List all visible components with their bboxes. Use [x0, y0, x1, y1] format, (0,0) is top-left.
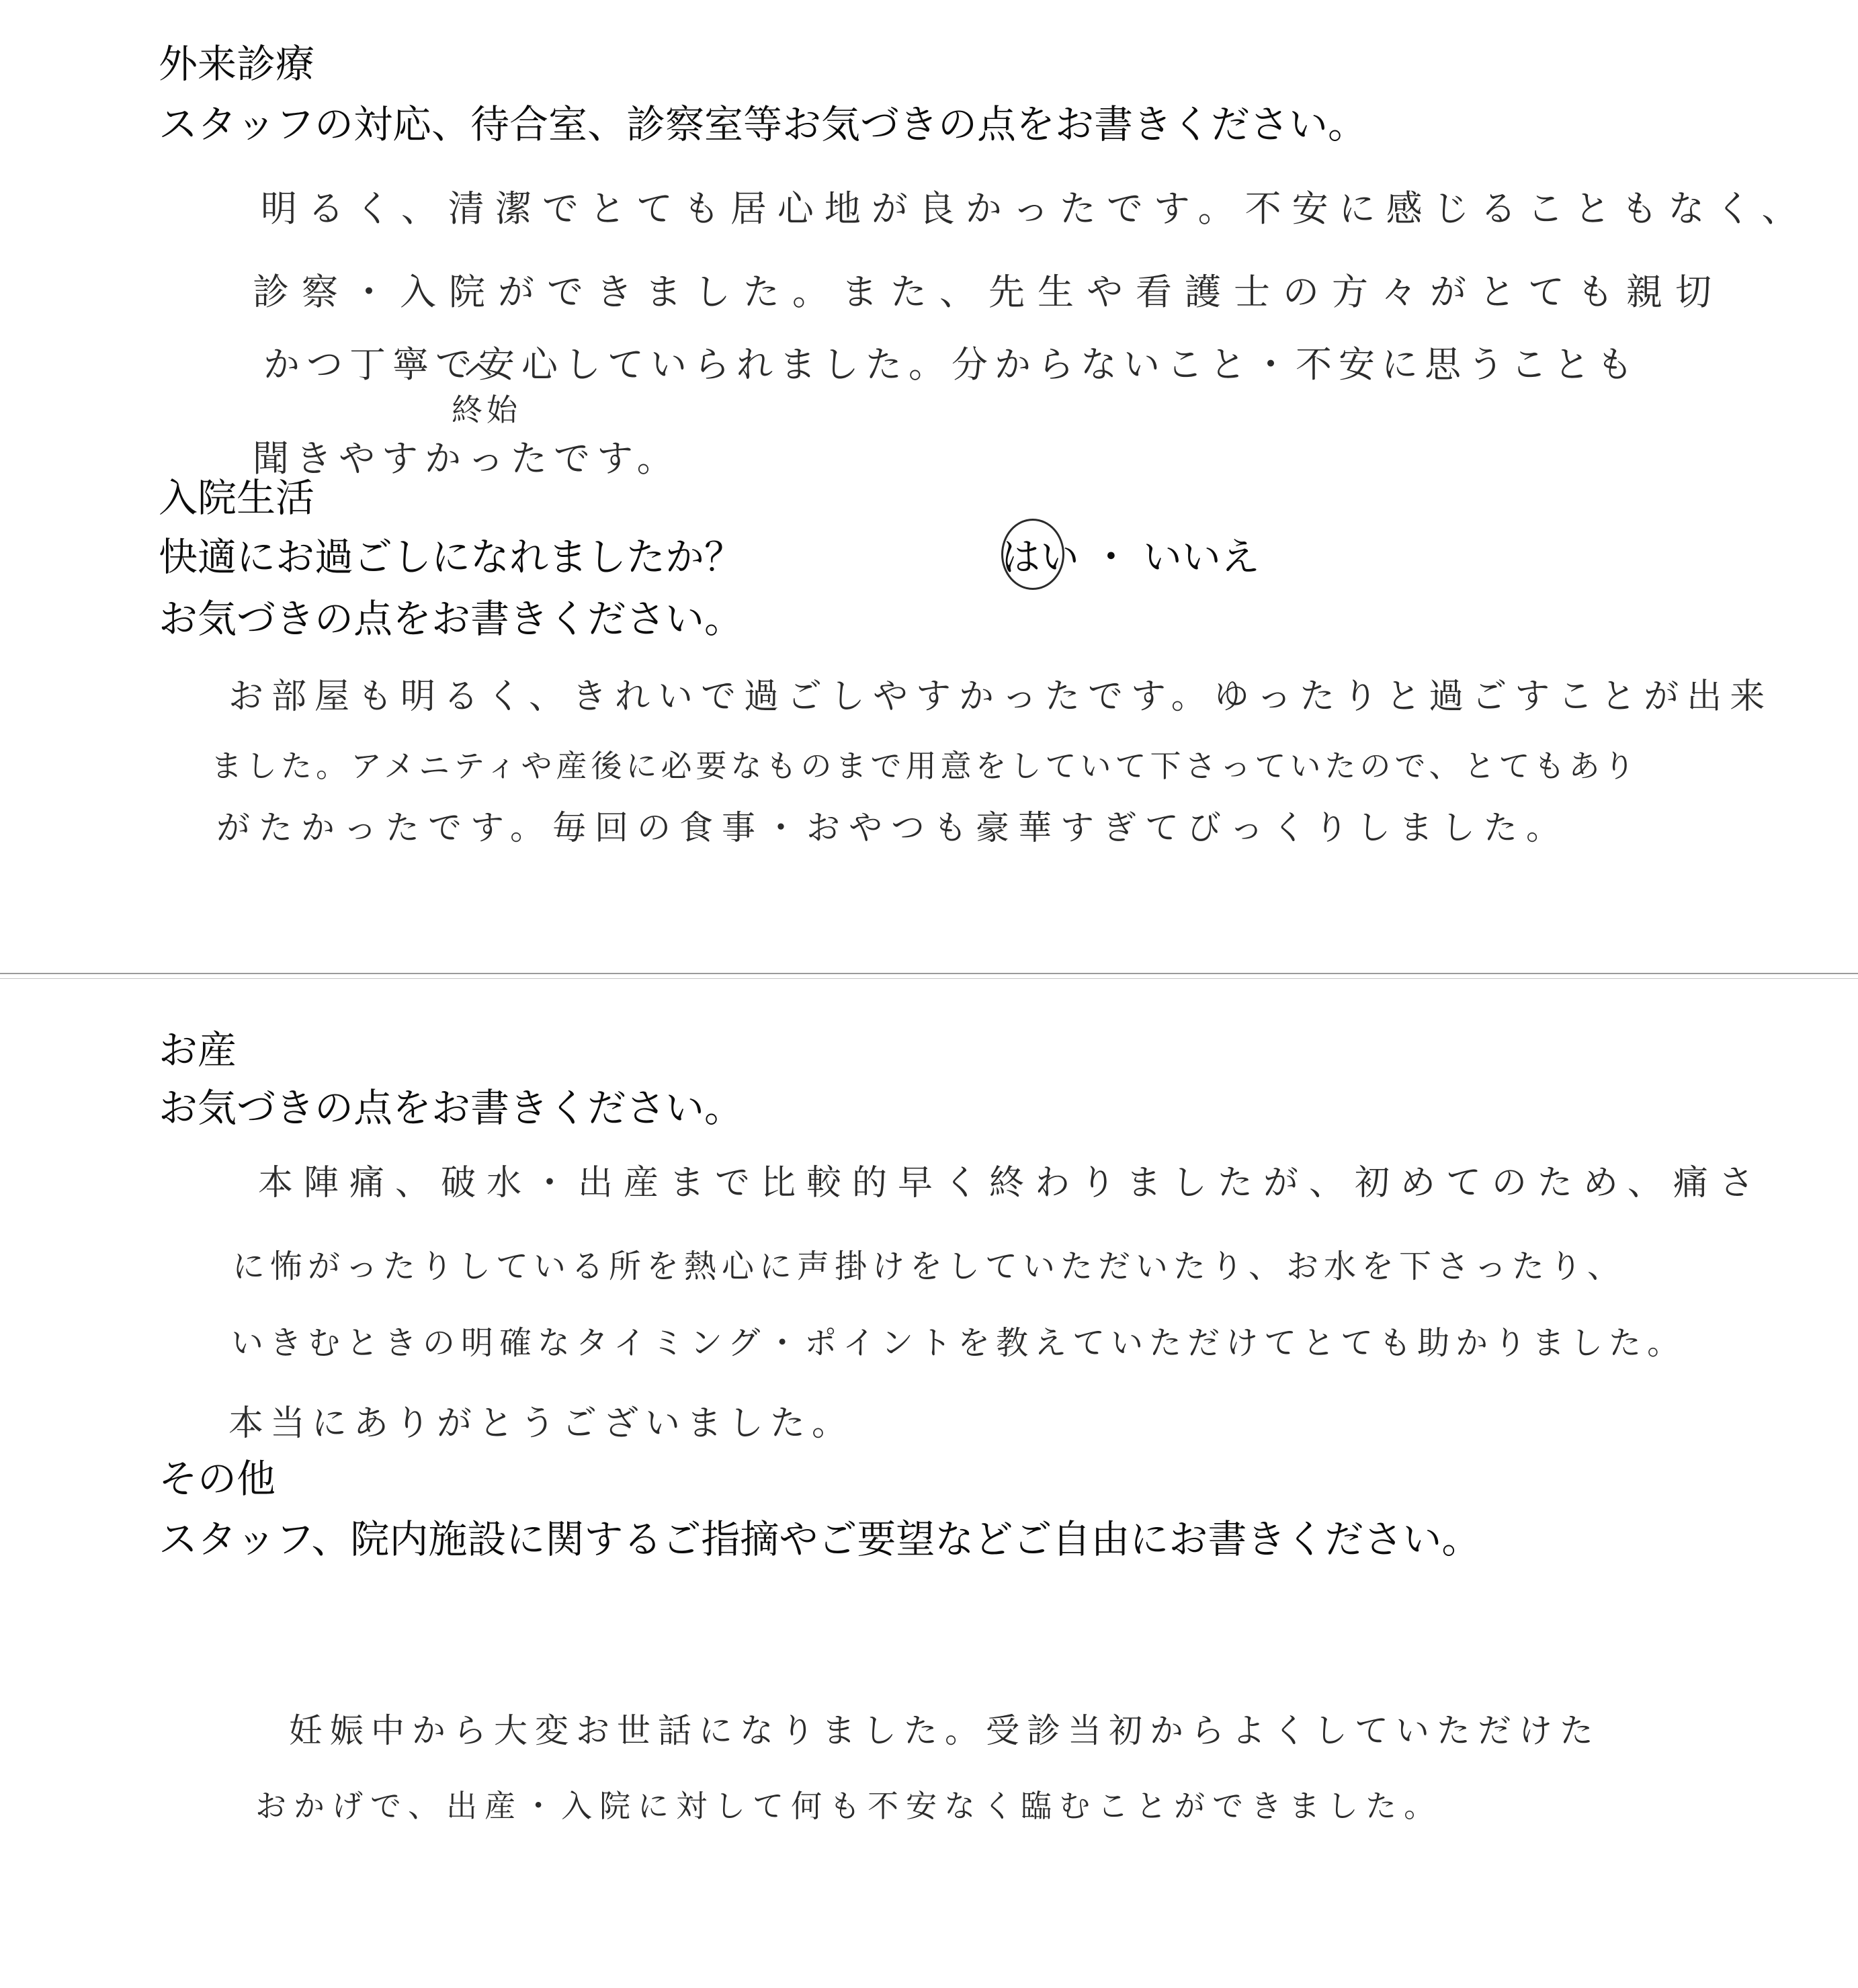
- other-heading: その他: [159, 1456, 276, 1502]
- delivery-heading: お産: [159, 1027, 237, 1073]
- inpatient-heading: 入院生活: [159, 475, 315, 521]
- other-answer-line-2: おかげで、出産・入院に対して何も不安なく臨むことができました。: [255, 1788, 1443, 1824]
- delivery-answer-line-3: いきむときの明確なタイミング・ポイントを教えていただけてとても助かりました。: [231, 1324, 1686, 1362]
- paper-fold-line: [0, 973, 1858, 974]
- delivery-answer-line-4: 本当にありがとうございました。: [228, 1403, 854, 1444]
- delivery-prompt: お気づきの点をお書きください。: [159, 1085, 744, 1131]
- outpatient-answer-line-3: かつ丁寧で安心していられました。分からないこと・不安に思うことも: [263, 343, 1640, 386]
- outpatient-answer-line-1: 明るく、清潔でとても居心地が良かったです。不安に感じることもなく、: [261, 187, 1809, 230]
- inpatient-answer-line-2: ました。アメニティや産後に必要なものまで用意をしていて下さっていたので、とてもあり: [211, 748, 1639, 784]
- outpatient-insertion: 終始: [452, 392, 521, 428]
- inpatient-question: 快適にお過ごしになれましたか？: [159, 534, 744, 580]
- delivery-answer-line-1: 本陣痛、破水・出産まで比較的早く終わりましたが、初めてのため、痛さ: [258, 1163, 1765, 1203]
- other-answer-line-1: 妊娠中から大変お世話になりました。受診当初からよくしていただけた: [289, 1711, 1601, 1750]
- other-prompt: スタッフ、院内施設に関するご指摘やご要望などご自由にお書きください。: [159, 1516, 1481, 1562]
- outpatient-heading: 外来診療: [159, 41, 315, 87]
- inpatient-choices: はい ・ いいえ: [1001, 534, 1260, 580]
- inpatient-prompt: お気づきの点をお書きください。: [159, 596, 744, 642]
- inpatient-answer-line-1: お部屋も明るく、きれいで過ごしやすかったです。ゆったりと過ごすことが出来: [228, 677, 1773, 717]
- delivery-answer-line-2: に怖がったりしている所を熱心に声掛けをしていただいたり、お水を下さったり、: [233, 1248, 1625, 1285]
- outpatient-answer-line-4: 聞きやすかったです。: [253, 437, 680, 480]
- insertion-caret: [465, 363, 492, 376]
- inpatient-answer-line-3: がたかったです。毎回の食事・おやつも豪華すぎてびっくりしました。: [216, 808, 1568, 847]
- answer-circle-mark: [1001, 519, 1064, 590]
- paper-fold-line-shadow: [0, 978, 1858, 979]
- outpatient-prompt: スタッフの対応、待合室、診察室等お気づきの点をお書きください。: [159, 101, 1367, 147]
- outpatient-answer-line-2: 診察・入院ができました。また、先生や看護士の方々がとても親切: [253, 271, 1724, 313]
